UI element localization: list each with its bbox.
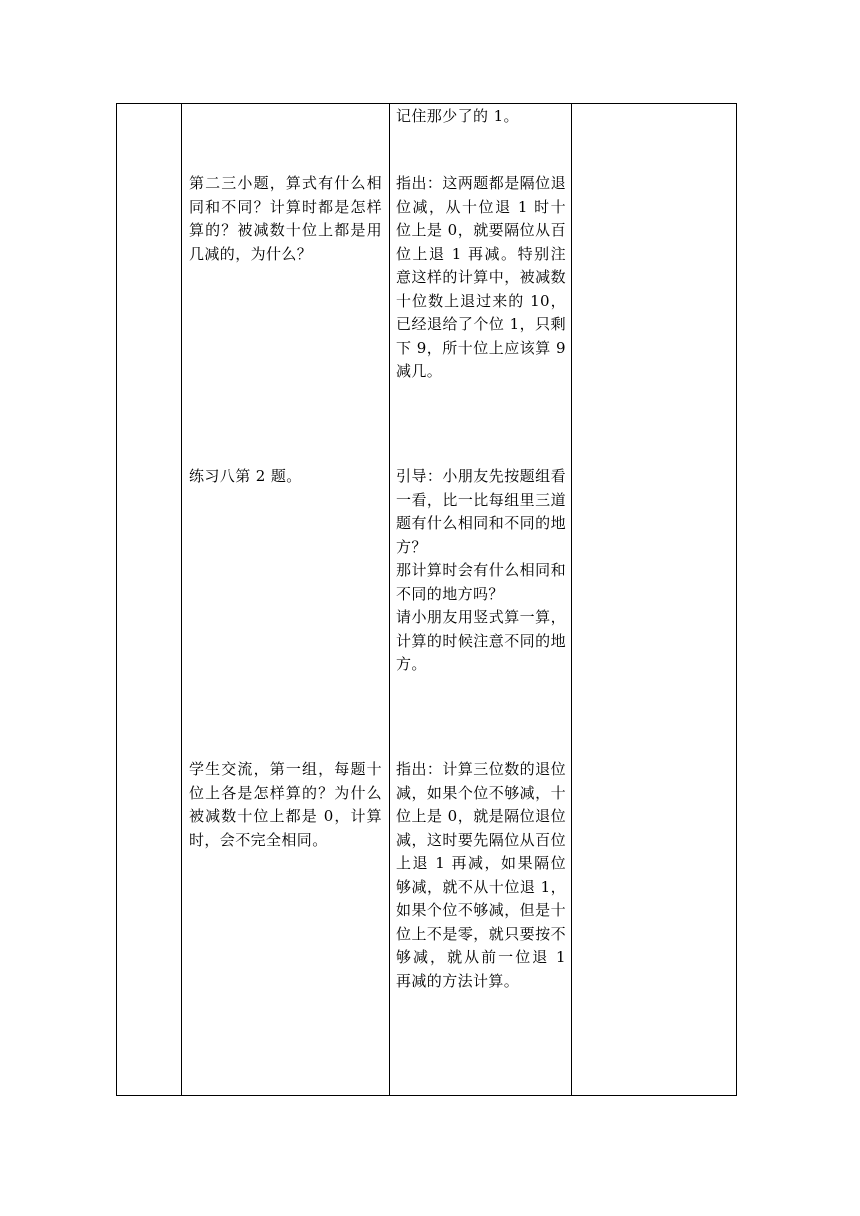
- student-activity-text: 引导：小朋友先按题组看一看，比一比每组里三道题有什么相同和不同的地方？ 那计算时会有什么相同和不同的地方吗？ 请小朋友用竖式算一算，计算的时候注意不同的地方。: [396, 467, 566, 673]
- table-column-divider: [181, 103, 182, 1096]
- student-activity-text: 记住那少了的 1。: [396, 107, 519, 125]
- student-activity-text: 指出：计算三位数的退位减，如果个位不够减，十位上是 0，就是隔位退位减，这时要先隔位从百位上退 1 再减，如果隔位够减，就不从十位退 1，如果个位不够减，但是十位上不是零，就只要按不够减，就从前一位退 1 再减的方法计算。: [396, 760, 566, 990]
- student-activity-text: 指出：这两题都是隔位退位减，从十位退 1 时十位上是 0，就要隔位从百位上退 1 再减。特别注意这样的计算中，被减数十位数上退过来的 10，已经退给了个位 1，只剩下 9，所十位上应该算 9 减几。: [396, 174, 566, 380]
- table-column-divider: [389, 103, 390, 1096]
- teacher-activity-text: 学生交流，第一组，每题十位上各是怎样算的？为什么被减数十位上都是 0，计算时，会不完全相同。: [189, 760, 382, 849]
- teacher-activity-text: 练习八第 2 题。: [189, 467, 302, 485]
- table-column-divider: [571, 103, 572, 1096]
- teacher-activity-text: 第二三小题，算式有什么相同和不同？计算时都是怎样算的？被减数十位上都是用几减的，为什么？: [189, 174, 382, 263]
